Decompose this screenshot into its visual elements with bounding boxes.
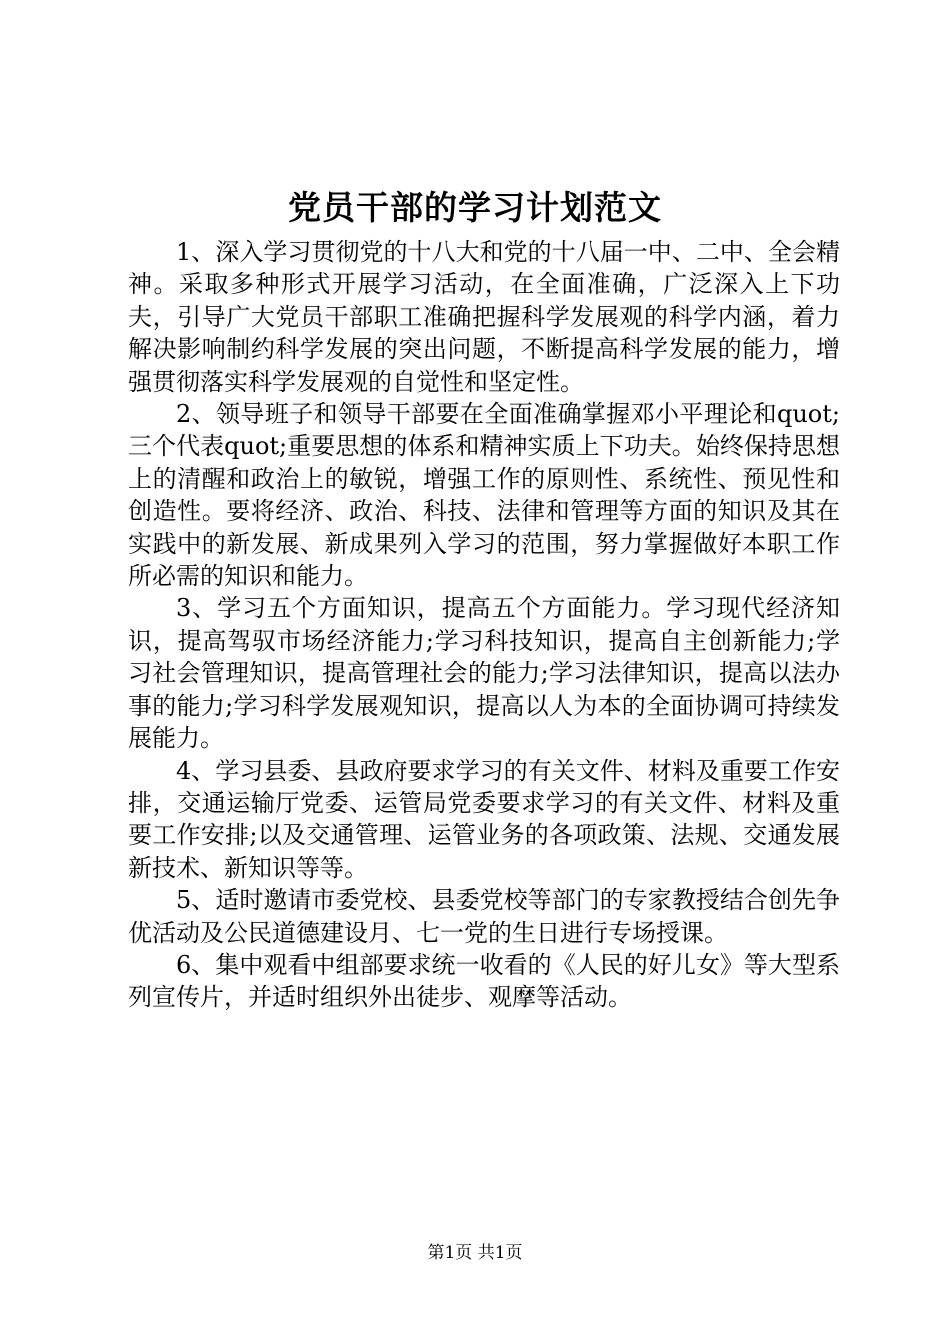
document-title: 党员干部的学习计划范文 (288, 188, 662, 227)
page-number-footer: 第1页 共1页 (427, 1243, 523, 1263)
paragraph-4: 4、学习县委、县政府要求学习的有关文件、材料及重要工作安排，交通运输厅党委、运管局党委要求学习的有关文件、材料及重要工作安排;以及交通管理、运管业务的各项政策、法规、交通发展新技术、新知识等等。 (128, 756, 840, 882)
paragraph-3: 3、学习五个方面知识，提高五个方面能力。学习现代经济知识，提高驾驭市场经济能力;学习科技知识，提高自主创新能力;学习社会管理知识，提高管理社会的能力;学习法律知识，提高以法办事的能力;学习科学发展观知识，提高以人为本的全面协调可持续发展能力。 (128, 594, 840, 753)
paragraph-2: 2、领导班子和领导干部要在全面准确掌握邓小平理论和quot;三个代表quot;重要思想的体系和精神实质上下功夫。始终保持思想上的清醒和政治上的敏锐，增强工作的原则性、系统性、预见性和创造性。要将经济、政治、科技、法律和管理等方面的知识及其在实践中的新发展、新成果列入学习的范围，努力掌握做好本职工作所必需的知识和能力。 (128, 400, 840, 591)
paragraph-6: 6、集中观看中组部要求统一收看的《人民的好儿女》等大型系列宣传片，并适时组织外出徒步、观摩等活动。 (128, 950, 840, 1012)
paragraph-5: 5、适时邀请市委党校、县委党校等部门的专家教授结合创先争优活动及公民道德建设月、七一党的生日进行专场授课。 (128, 886, 840, 947)
paragraph-1: 1、深入学习贯彻党的十八大和党的十八届一中、二中、全会精神。采取多种形式开展学习活动，在全面准确，广泛深入上下功夫，引导广大党员干部职工准确把握科学发展观的科学内涵，着力解决影响制约科学发展的突出问题，不断提高科学发展的能力，增强贯彻落实科学发展观的自觉性和坚定性。 (128, 238, 840, 396)
document-body (128, 236, 840, 1014)
